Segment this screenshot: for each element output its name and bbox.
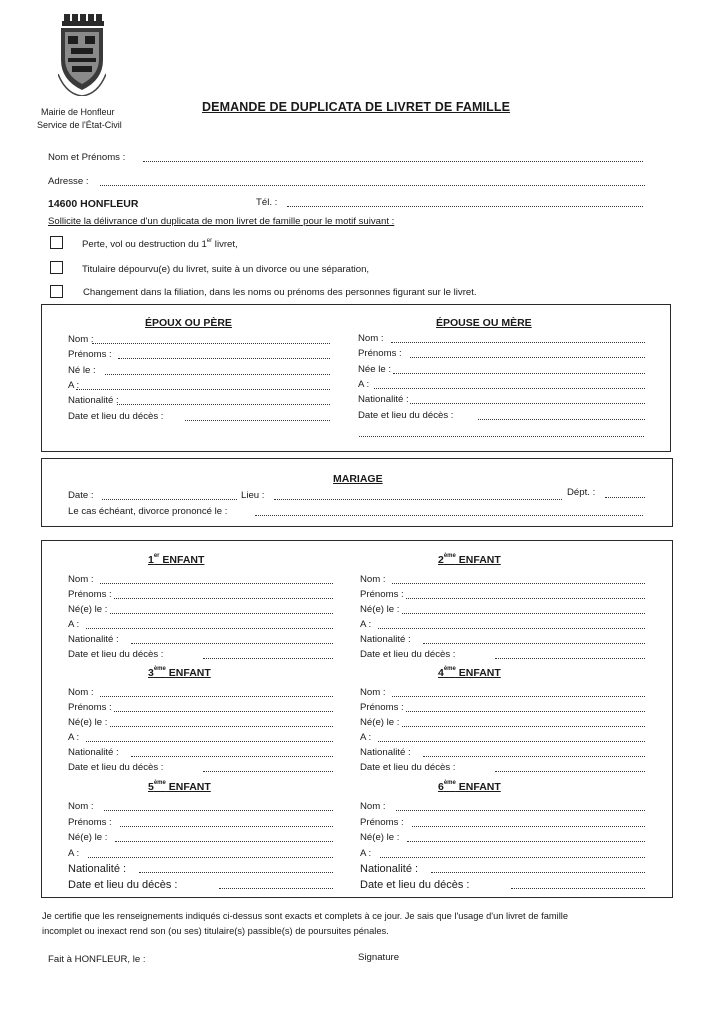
wife-death-extra-line[interactable] bbox=[359, 427, 644, 437]
child-1-prenoms-field[interactable] bbox=[114, 589, 333, 599]
child-5-date-et-lieu-du-deces-field[interactable] bbox=[219, 879, 333, 889]
child-2-prenoms-label: Prénoms : bbox=[360, 589, 404, 600]
child-1-nationalite-field[interactable] bbox=[131, 634, 333, 644]
husband-nationalite-label: Nationalité : bbox=[68, 395, 119, 407]
child-word: ENFANT bbox=[165, 781, 211, 793]
child-3-ne-e-le-field[interactable] bbox=[110, 717, 333, 727]
child-6-title bbox=[438, 781, 501, 793]
husband-a-field[interactable] bbox=[76, 380, 330, 390]
child-word: ENFANT bbox=[455, 554, 501, 566]
child-4-date-et-lieu-du-deces-label: Date et lieu du décès : bbox=[360, 762, 456, 773]
child-3-nom-field[interactable] bbox=[100, 687, 333, 697]
reason-checkbox-divorce[interactable] bbox=[50, 261, 63, 274]
husband-prenoms-label: Prénoms : bbox=[68, 349, 112, 361]
child-number: 4 bbox=[438, 667, 444, 679]
child-3-title bbox=[148, 667, 211, 679]
child-1-nom-label: Nom : bbox=[68, 574, 94, 585]
reason-checkbox-loss[interactable] bbox=[50, 236, 63, 249]
wife-title: ÉPOUSE OU MÈRE bbox=[436, 317, 532, 329]
wife-prenoms-label: Prénoms : bbox=[358, 348, 402, 360]
child-4-nationalite-label: Nationalité : bbox=[360, 747, 411, 758]
child-3-prenoms-label: Prénoms : bbox=[68, 702, 112, 713]
marriage-dept-field[interactable] bbox=[605, 488, 645, 498]
child-5-nom-field[interactable] bbox=[104, 801, 333, 811]
certification-line-1: Je certifie que les renseignements indiqués ci-dessus sont exacts et complets à ce jour. Je sais que l'usage d'un livret de famille bbox=[42, 911, 569, 921]
marriage-title: MARIAGE bbox=[333, 473, 383, 485]
child-4-title bbox=[438, 667, 501, 679]
child-6-a-field[interactable] bbox=[380, 848, 645, 858]
reason-divorce-label: Titulaire dépourvu(e) du livret, suite à un divorce ou une séparation, bbox=[82, 264, 370, 275]
husband-a-label: A : bbox=[68, 379, 80, 391]
child-5-nationalite-label: Nationalité : bbox=[68, 863, 127, 876]
address-label: Adresse : bbox=[48, 176, 89, 187]
child-5-a-label: A : bbox=[68, 847, 80, 859]
child-4-nom-field[interactable] bbox=[392, 687, 645, 697]
child-number-suffix: er bbox=[153, 553, 160, 559]
husband-nationalite-field[interactable] bbox=[117, 395, 330, 405]
child-2-a-field[interactable] bbox=[378, 619, 645, 629]
phone-field[interactable] bbox=[287, 197, 643, 207]
child-1-nom-field[interactable] bbox=[100, 574, 333, 584]
child-number: 3 bbox=[148, 667, 154, 679]
child-3-date-et-lieu-du-deces-field[interactable] bbox=[203, 762, 333, 772]
city-label: 14600 HONFLEUR bbox=[48, 198, 139, 210]
child-word: ENFANT bbox=[159, 554, 205, 566]
child-number-suffix: ème bbox=[443, 553, 456, 559]
wife-nom-field[interactable] bbox=[391, 333, 645, 343]
husband-title: ÉPOUX OU PÈRE bbox=[145, 317, 232, 329]
wife-a-field[interactable] bbox=[374, 379, 645, 389]
husband-date-et-lieu-du-deces-label: Date et lieu du décès : bbox=[68, 410, 164, 422]
child-number: 2 bbox=[438, 554, 444, 566]
child-word: ENFANT bbox=[455, 781, 501, 793]
child-1-nationalite-label: Nationalité : bbox=[68, 634, 119, 645]
child-word: ENFANT bbox=[455, 667, 501, 679]
address-field[interactable] bbox=[100, 176, 645, 186]
child-2-nationalite-label: Nationalité : bbox=[360, 634, 411, 645]
wife-nationalite-label: Nationalité : bbox=[358, 394, 409, 406]
child-6-nom-field[interactable] bbox=[396, 801, 645, 811]
child-5-ne-e-le-field[interactable] bbox=[115, 832, 333, 842]
phone-label: Tél. : bbox=[256, 197, 278, 208]
done-at-label: Fait à HONFLEUR, le : bbox=[48, 954, 146, 965]
child-3-nationalite-label: Nationalité : bbox=[68, 747, 119, 758]
child-6-ne-e-le-field[interactable] bbox=[407, 832, 645, 842]
child-number: 6 bbox=[438, 781, 444, 793]
child-4-a-label: A : bbox=[360, 732, 372, 743]
child-2-prenoms-field[interactable] bbox=[406, 589, 645, 599]
reason-checkbox-filiation[interactable] bbox=[50, 285, 63, 298]
husband-ne-le-field[interactable] bbox=[105, 365, 330, 375]
child-6-date-et-lieu-du-deces-field[interactable] bbox=[511, 879, 645, 889]
marriage-place-label: Lieu : bbox=[241, 490, 265, 501]
certification-line-2: incomplet ou inexact rend son (ou ses) titulaire(s) passible(s) de poursuites pénales. bbox=[42, 926, 389, 936]
child-3-prenoms-field[interactable] bbox=[114, 702, 333, 712]
child-2-nom-label: Nom : bbox=[360, 574, 386, 585]
child-1-date-et-lieu-du-deces-label: Date et lieu du décès : bbox=[68, 649, 164, 660]
child-6-prenoms-label: Prénoms : bbox=[360, 816, 404, 828]
child-3-nom-label: Nom : bbox=[68, 687, 94, 698]
child-4-ne-e-le-label: Né(e) le : bbox=[360, 717, 400, 728]
child-4-nationalite-field[interactable] bbox=[423, 747, 645, 757]
child-2-nationalite-field[interactable] bbox=[423, 634, 645, 644]
child-6-a-label: A : bbox=[360, 847, 372, 859]
child-6-nationalite-label: Nationalité : bbox=[360, 863, 419, 876]
child-1-title bbox=[148, 554, 204, 566]
child-2-date-et-lieu-du-deces-label: Date et lieu du décès : bbox=[360, 649, 456, 660]
request-text: Sollicite la délivrance d'un duplicata de mon livret de famille pour le motif suivant : bbox=[48, 216, 395, 227]
child-number-suffix: ème bbox=[443, 666, 456, 672]
reason-loss-label: Perte, vol ou destruction du 1er livret, bbox=[82, 238, 238, 250]
child-3-date-et-lieu-du-deces-label: Date et lieu du décès : bbox=[68, 762, 164, 773]
marriage-place-field[interactable] bbox=[274, 490, 562, 500]
marriage-date-label: Date : bbox=[68, 490, 94, 501]
wife-a-label: A : bbox=[358, 378, 370, 390]
child-5-nationalite-field[interactable] bbox=[139, 863, 333, 873]
child-4-a-field[interactable] bbox=[378, 732, 645, 742]
child-5-date-et-lieu-du-deces-label: Date et lieu du décès : bbox=[68, 879, 178, 891]
child-2-date-et-lieu-du-deces-field[interactable] bbox=[495, 649, 645, 659]
wife-nee-le-field[interactable] bbox=[393, 364, 645, 374]
wife-nee-le-label: Née le : bbox=[358, 363, 392, 375]
divorce-date-field[interactable] bbox=[255, 506, 643, 516]
marriage-date-field[interactable] bbox=[102, 490, 237, 500]
child-6-nom-label: Nom : bbox=[360, 801, 386, 812]
child-2-ne-e-le-label: Né(e) le : bbox=[360, 604, 400, 615]
wife-nationalite-field[interactable] bbox=[410, 394, 645, 404]
child-2-a-label: A : bbox=[360, 619, 372, 630]
coat-of-arms-logo bbox=[58, 12, 106, 96]
wife-date-et-lieu-du-deces-field[interactable] bbox=[478, 410, 645, 420]
child-2-title bbox=[438, 554, 501, 566]
divorce-label: Le cas échéant, divorce prononcé le : bbox=[68, 506, 228, 517]
child-5-prenoms-label: Prénoms : bbox=[68, 816, 112, 828]
child-6-date-et-lieu-du-deces-label: Date et lieu du décès : bbox=[360, 879, 470, 891]
child-1-date-et-lieu-du-deces-field[interactable] bbox=[203, 649, 333, 659]
child-3-ne-e-le-label: Né(e) le : bbox=[68, 717, 108, 728]
child-1-ne-e-le-field[interactable] bbox=[110, 604, 333, 614]
child-3-a-label: A : bbox=[68, 732, 80, 743]
husband-nom-field[interactable] bbox=[92, 334, 330, 344]
child-1-prenoms-label: Prénoms : bbox=[68, 589, 112, 600]
child-5-a-field[interactable] bbox=[88, 848, 333, 858]
child-6-prenoms-field[interactable] bbox=[412, 817, 645, 827]
child-4-nom-label: Nom : bbox=[360, 687, 386, 698]
child-5-prenoms-field[interactable] bbox=[120, 817, 333, 827]
husband-nom-label: Nom : bbox=[68, 334, 94, 345]
husband-date-et-lieu-du-deces-field[interactable] bbox=[185, 411, 330, 421]
signature-label: Signature bbox=[358, 952, 400, 963]
child-number-suffix: ème bbox=[153, 666, 166, 672]
child-3-nationalite-field[interactable] bbox=[131, 747, 333, 757]
wife-date-et-lieu-du-deces-label: Date et lieu du décès : bbox=[358, 409, 454, 421]
page-title: DEMANDE DE DUPLICATA DE LIVRET DE FAMILLE bbox=[202, 100, 511, 114]
applicant-name-field[interactable] bbox=[143, 152, 643, 162]
child-2-nom-field[interactable] bbox=[392, 574, 645, 584]
child-6-ne-e-le-label: Né(e) le : bbox=[360, 832, 400, 844]
wife-nom-label: Nom : bbox=[358, 333, 384, 344]
husband-prenoms-field[interactable] bbox=[118, 349, 330, 359]
child-5-ne-e-le-label: Né(e) le : bbox=[68, 832, 108, 844]
child-5-title bbox=[148, 781, 211, 793]
child-number: 1 bbox=[148, 554, 154, 566]
child-4-date-et-lieu-du-deces-field[interactable] bbox=[495, 762, 645, 772]
child-1-ne-e-le-label: Né(e) le : bbox=[68, 604, 108, 615]
applicant-name-label: Nom et Prénoms : bbox=[48, 152, 126, 163]
service-name: Service de l'État-Civil bbox=[37, 120, 122, 130]
child-5-nom-label: Nom : bbox=[68, 801, 94, 812]
child-6-nationalite-field[interactable] bbox=[431, 863, 645, 873]
child-1-a-field[interactable] bbox=[86, 619, 333, 629]
child-word: ENFANT bbox=[165, 667, 211, 679]
child-4-ne-e-le-field[interactable] bbox=[402, 717, 645, 727]
wife-prenoms-field[interactable] bbox=[410, 348, 645, 358]
child-1-a-label: A : bbox=[68, 619, 80, 630]
child-number-suffix: ème bbox=[443, 780, 456, 786]
mairie-name: Mairie de Honfleur bbox=[41, 107, 115, 117]
marriage-dept-label: Dépt. : bbox=[567, 487, 596, 498]
child-4-prenoms-field[interactable] bbox=[406, 702, 645, 712]
child-3-a-field[interactable] bbox=[86, 732, 333, 742]
child-number-suffix: ème bbox=[153, 780, 166, 786]
husband-ne-le-label: Né le : bbox=[68, 364, 96, 376]
reason-filiation-label: Changement dans la filiation, dans les noms ou prénoms des personnes figurant sur le livret. bbox=[83, 287, 477, 298]
child-number: 5 bbox=[148, 781, 154, 793]
child-4-prenoms-label: Prénoms : bbox=[360, 702, 404, 713]
child-2-ne-e-le-field[interactable] bbox=[402, 604, 645, 614]
